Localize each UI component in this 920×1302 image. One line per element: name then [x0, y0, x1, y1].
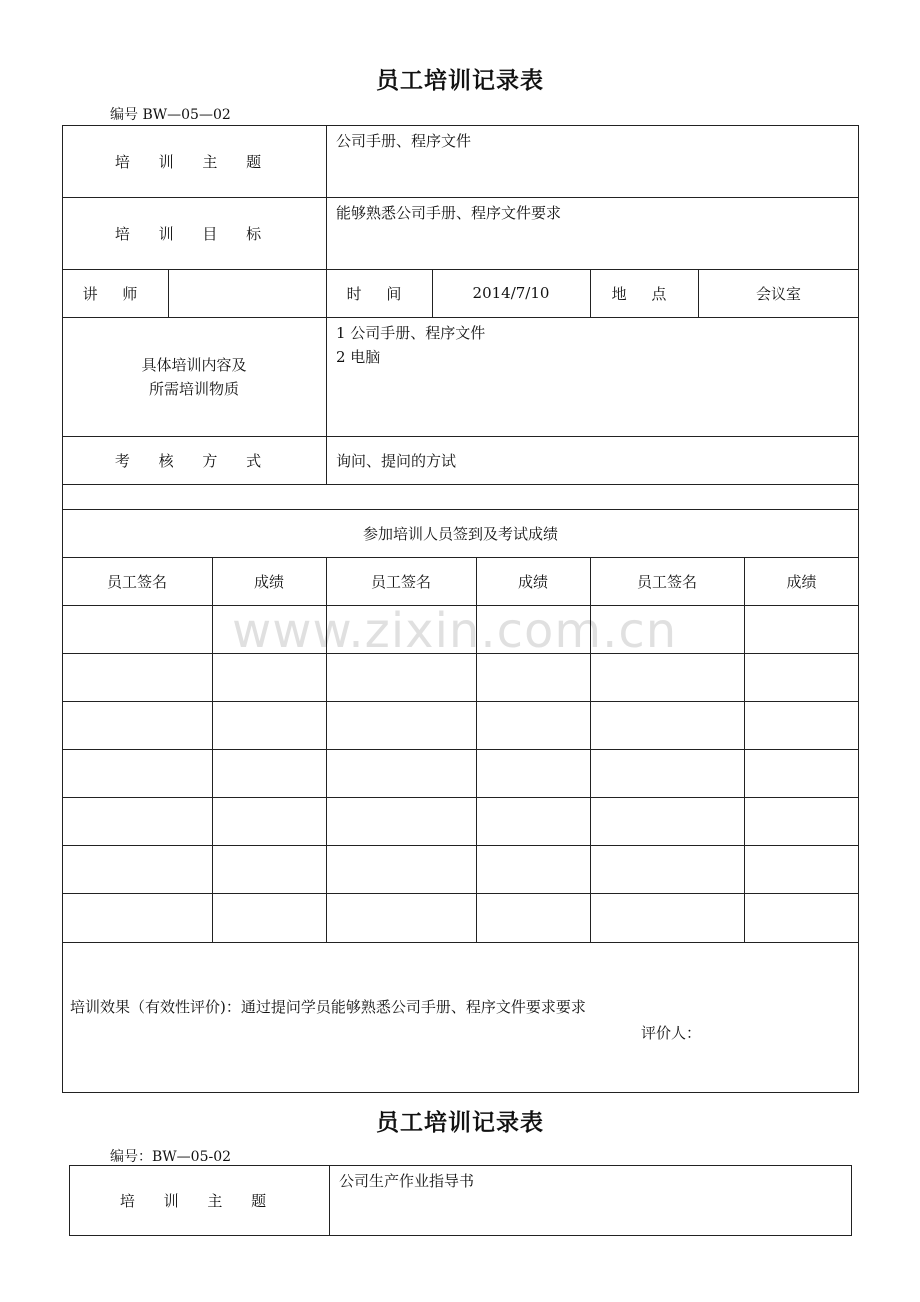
exam-value: 询问、提问的方试 [336, 451, 457, 470]
teacher-label: 讲 师 [82, 284, 148, 303]
time-label: 时 间 [346, 284, 412, 303]
topic-label: 培 训 主 题 [114, 152, 274, 171]
time-value: 2014/7/10 [472, 284, 550, 302]
place-value: 会议室 [755, 284, 801, 303]
form2-topic-value: 公司生产作业指导书 [339, 1172, 475, 1190]
col-header-signature: 员工签名 [636, 572, 697, 591]
content-value [326, 317, 859, 436]
watermark: www.zixin.com.cn [232, 603, 678, 659]
form2-code: 编号：BW—05-02 [110, 1149, 232, 1165]
col-header-score: 成绩 [786, 572, 817, 591]
content-label [62, 317, 326, 436]
content-label-line2: 所需培训物质 [148, 379, 239, 398]
effect-text: 培训效果（有效性评价)：通过提问学员能够熟悉公司手册、程序文件要求要求 [70, 998, 586, 1016]
place-label: 地 点 [611, 284, 677, 303]
topic-value: 公司手册、程序文件 [336, 132, 472, 150]
form2-topic-label: 培 训 主 题 [119, 1192, 279, 1210]
exam-label: 考 核 方 式 [114, 451, 274, 470]
col-header-signature: 员工签名 [106, 572, 167, 591]
goal-value: 能够熟悉公司手册、程序文件要求 [336, 204, 562, 222]
form-code: 编号 BW—05—02 [110, 107, 231, 123]
content-label-line1: 具体培训内容及 [141, 355, 247, 374]
col-header-signature: 员工签名 [370, 572, 431, 591]
content-line-1: 1 公司手册、程序文件 [336, 324, 486, 342]
form-title: 员工培训记录表 [376, 67, 544, 94]
teacher-value [168, 269, 326, 317]
goal-label: 培 训 目 标 [114, 224, 274, 243]
col-header-score: 成绩 [253, 572, 284, 591]
evaluator-label: 评价人： [641, 1024, 702, 1042]
content-line-2: 2 电脑 [336, 348, 381, 366]
form2-title: 员工培训记录表 [376, 1109, 544, 1136]
attendance-title: 参加培训人员签到及考试成绩 [362, 524, 558, 543]
col-header-score: 成绩 [517, 572, 548, 591]
